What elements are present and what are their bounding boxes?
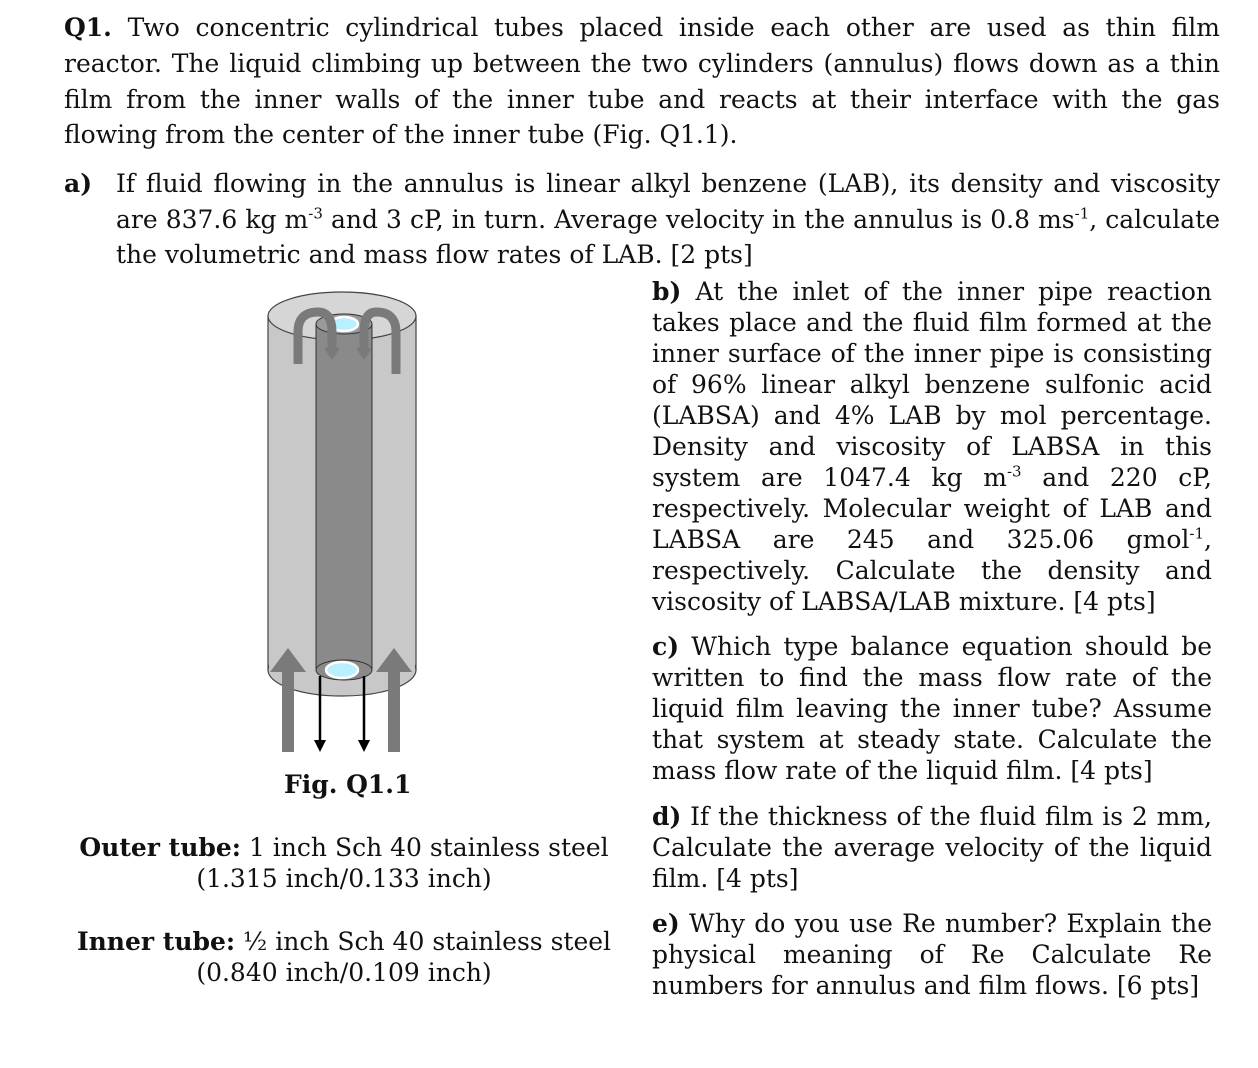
part-d: [652, 801, 1212, 894]
part-a-sup-1: -3: [308, 204, 323, 223]
part-c: [652, 631, 1212, 786]
part-a-sup-2: -1: [1074, 204, 1090, 223]
inner-tube-label: Inner tube:: [76, 927, 236, 956]
part-e-label: e): [652, 909, 680, 938]
inner-tube-dims: (0.840 inch/0.109 inch): [196, 958, 492, 987]
down-arrow-left-head: [314, 740, 326, 752]
part-d-text: If the thickness of the fluid film is 2 mm, Calculate the average velocity of the liquid film. [4 pts]: [652, 802, 1212, 893]
up-arrow-left-shaft: [282, 660, 294, 752]
question-label: Q1.: [64, 13, 112, 42]
part-b-label: b): [652, 277, 682, 306]
inner-tube-body: [316, 324, 372, 670]
part-a-text: [116, 166, 1220, 273]
part-b-sup-2: -1: [1189, 524, 1205, 543]
part-b-text-1: At the inlet of the inner pipe reaction takes place and the fluid film formed at the inner surface of the inner pipe is consisting of 96% linear alkyl benzene sulfonic acid (LABSA) and 4% LAB by mol percentage. Density and viscosity of LABSA in this system are 1047.4 kg m: [652, 277, 1212, 492]
bottom-hole: [326, 662, 358, 678]
outer-tube-spec: [74, 832, 614, 894]
part-d-label: d): [652, 802, 682, 831]
part-b-sup-1: -3: [1006, 462, 1022, 481]
inner-tube-spec: [74, 926, 614, 988]
tube-reactor-figure: [262, 290, 432, 760]
part-c-text: Which type balance equation should be written to find the mass flow rate of the liquid film leaving the inner tube? Assume that system at steady state. Calculate the mass flow rate of the liquid film. [4 pts]: [652, 632, 1212, 785]
part-b-text-3: , respectively. Calculate the density and viscosity of LABSA/LAB mixture. [4 pts]: [652, 525, 1212, 616]
outer-tube-dims: (1.315 inch/0.133 inch): [196, 864, 492, 893]
question-intro-text: Two concentric cylindrical tubes placed inside each other are used as thin film reactor. The liquid climbing up between the two cylinders (annulus) flows down as a thin film from the inner walls of the inner tube and reacts at their interface with the gas flowing from the center of the inner tube (Fig. Q1.1).: [64, 13, 1220, 150]
up-arrow-right-shaft: [388, 660, 400, 752]
part-a-text-2: and 3 cP, in turn. Average velocity in the annulus is 0.8 ms: [322, 204, 1075, 234]
part-a-text-3: , calculate the volumetric and mass flow rates of LAB. [2 pts]: [116, 204, 1221, 269]
part-e-text: Why do you use Re number? Explain the physical meaning of Re Calculate Re numbers for annulus and film flows. [6 pts]: [652, 909, 1212, 1000]
question-intro: [64, 10, 1220, 153]
outer-tube-label: Outer tube:: [79, 833, 241, 862]
part-b-text-2: and 220 cP, respectively. Molecular weight of LAB and LABSA are 245 and 325.06 gmol: [652, 463, 1212, 554]
figure-caption: Fig. Q1.1: [284, 770, 412, 799]
part-a-label: a): [64, 169, 93, 198]
inner-tube-text: ½ inch Sch 40 stainless steel: [235, 927, 612, 956]
part-b: [652, 276, 1212, 617]
part-a-text-1: If fluid flowing in the annulus is linear alkyl benzene (LAB), its density and viscosity are 837.6 kg m: [116, 169, 1220, 234]
down-arrow-right-head: [358, 740, 370, 752]
part-e: [652, 908, 1212, 1001]
part-c-label: c): [652, 632, 680, 661]
outer-tube-text: 1 inch Sch 40 stainless steel: [241, 833, 609, 862]
